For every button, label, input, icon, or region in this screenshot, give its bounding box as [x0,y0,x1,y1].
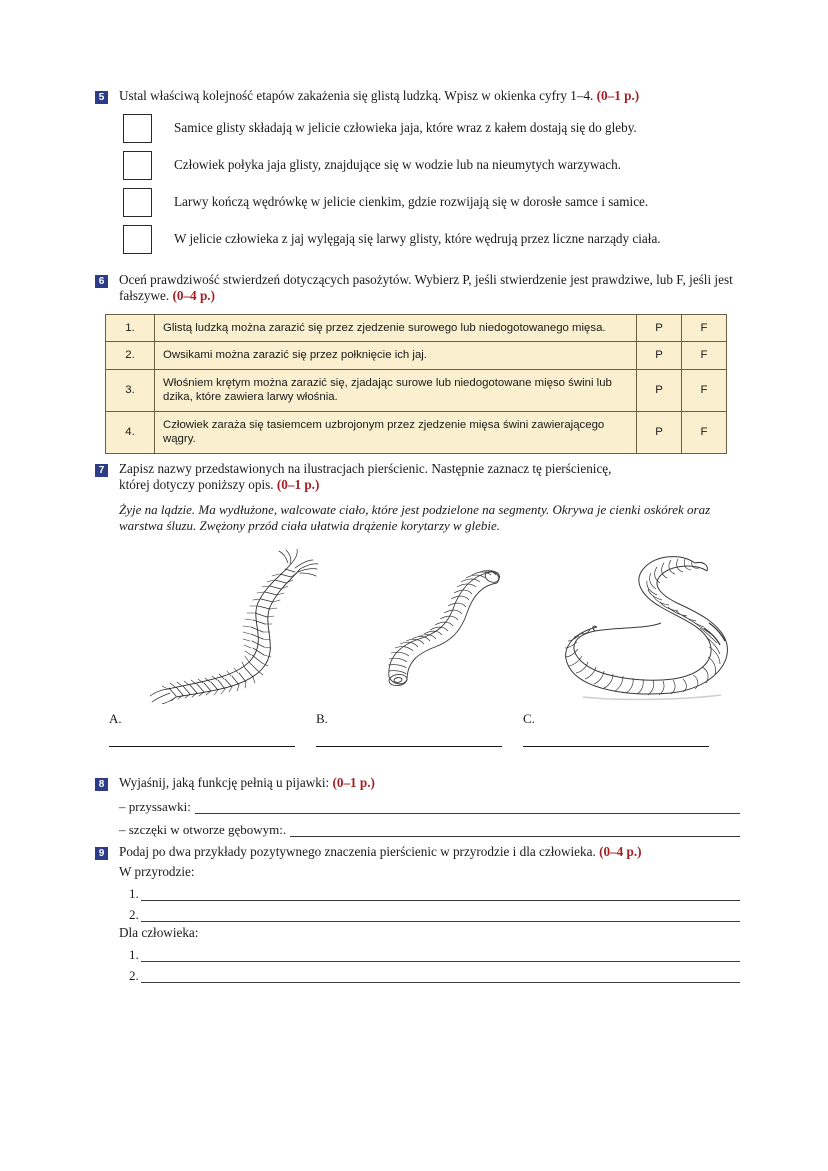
row-index: 3. [106,369,155,411]
order-input-box-4[interactable] [123,225,152,254]
question-7 [95,461,740,755]
figure-answer-c [523,711,709,747]
figure-label-row [95,711,740,755]
annelid-illustrations [95,549,740,709]
question-6-number: 6 [95,275,108,288]
question-8 [95,775,740,838]
figure-answer-a [109,711,295,747]
question-5-number: 5 [95,91,108,104]
row-false-option[interactable]: F [682,369,727,411]
question-5-ordering-list [119,110,740,258]
figure-answer-line-b[interactable] [316,731,502,747]
order-item-label-3: Larwy kończą wędrówkę w jelicie cienkim, gdzie rozwijają się w dorosłe samce i samice. [174,194,649,209]
row-true-option[interactable]: P [637,314,682,342]
answer-line-suckers[interactable] [195,800,740,814]
row-true-option[interactable]: P [637,369,682,411]
list-item [119,184,740,221]
figure-letter-b: B. [316,710,328,726]
figure-answer-line-c[interactable] [523,731,709,747]
question-7-prompt [119,461,740,494]
question-8-prompt [119,775,740,792]
row-statement: Człowiek zaraża się tasiemcem uzbrojonym przez zjedzenie mięsa świni zawierającego wągry. [155,411,637,453]
question-5-points: (0–1 p.) [596,88,640,103]
row-index: 2. [106,342,155,370]
question-9-section-nature-label: W przyrodzie: [119,863,195,879]
answer-line-nature-1[interactable] [141,887,740,901]
order-input-box-3[interactable] [123,188,152,217]
answer-label-suckers: – przyssawki: [119,799,191,814]
row-index: 1. [106,314,155,342]
answer-line-jaws[interactable] [290,823,740,837]
order-item-label-4: W jelicie człowieka z jaj wylęgają się larwy glisty, które wędrują przez liczne narządy ciała. [174,231,661,246]
table-row [106,411,727,453]
row-statement: Glistą ludzką można zarazić się przez zjedzenie surowego lub niedogotowanego mięsa. [155,314,637,342]
row-index: 4. [106,411,155,453]
question-8-number: 8 [95,778,108,791]
leech-illustration [373,549,513,704]
list-item [119,110,740,147]
row-true-option[interactable]: P [637,342,682,370]
question-6 [95,272,740,454]
question-9-prompt [119,844,740,861]
question-7-points: (0–1 p.) [276,477,320,492]
worksheet-content [95,88,740,983]
true-false-table [105,314,727,454]
figure-letter-a: A. [109,710,122,726]
question-9-points: (0–4 p.) [599,844,642,859]
list-item [119,221,740,258]
answer-row-suckers [119,799,740,814]
table-row [106,314,727,342]
table-row [106,342,727,370]
row-statement: Włośniem krętym można zarazić się, zjadając surowe lub niedogotowane mięso świni lub dzika, które zawiera larwy włośnia. [155,369,637,411]
question-9-section-human-label: Dla człowieka: [119,924,199,940]
question-5 [95,88,740,258]
question-9-number: 9 [95,847,108,860]
answer-line-human-1[interactable] [141,948,740,962]
question-7-prompt-line2: której dotyczy poniższy opis. [119,477,277,492]
order-input-box-1[interactable] [123,114,152,143]
answer-row-human-2 [129,968,740,983]
figure-letter-c: C. [523,710,535,726]
question-5-prompt [119,88,740,105]
question-6-points: (0–4 p.) [172,288,215,303]
row-statement: Owsikami można zarazić się przez połknięcie ich jaj. [155,342,637,370]
question-8-prompt-text: Wyjaśnij, jaką funkcję pełnią u pijawki: [119,774,333,790]
order-item-label-1: Samice glisty składają w jelicie człowieka jaja, które wraz z kałem dostają się do gleby. [174,120,637,135]
polychaete-worm-illustration [150,549,340,709]
row-false-option[interactable]: F [682,314,727,342]
earthworm-illustration [561,549,736,706]
question-8-points: (0–1 p.) [332,774,375,790]
answer-row-jaws [119,822,740,837]
row-true-option[interactable]: P [637,411,682,453]
order-input-box-2[interactable] [123,151,152,180]
question-5-prompt-text: Ustal właściwą kolejność etapów zakażenia się glistą ludzką. Wpisz w okienka cyfry 1–4. [119,88,597,103]
question-7-description: Żyje na lądzie. Ma wydłużone, walcowate ciało, które jest podzielone na segmenty. Okrywa je cienki oskórek oraz warstwa śluzu. Zwężony przód ciała ułatwia drążenie korytarzy w glebie. [119,501,711,533]
table-row [106,369,727,411]
figure-answer-b [316,711,502,747]
question-7-number: 7 [95,464,108,477]
row-false-option[interactable]: F [682,342,727,370]
row-false-option[interactable]: F [682,411,727,453]
list-item [119,147,740,184]
question-7-prompt-line1: Zapisz nazwy przedstawionych na ilustracjach pierścienic. Następnie zaznacz tę pierścienicę, [119,460,612,476]
answer-number-human-2: 2. [129,967,139,983]
question-9 [95,844,740,983]
answer-row-human-1 [129,947,740,962]
answer-row-nature-1 [129,886,740,901]
answer-number-nature-1: 1. [129,885,139,901]
question-6-prompt-text: Oceń prawdziwość stwierdzeń dotyczących pasożytów. Wybierz P, jeśli stwierdzenie jest prawdziwe, lub F, jeśli jest fałszywe. [119,271,733,303]
answer-line-human-2[interactable] [141,969,740,983]
answer-number-human-1: 1. [129,946,139,962]
answer-line-nature-2[interactable] [141,908,740,922]
answer-row-nature-2 [129,907,740,922]
order-item-label-2: Człowiek połyka jaja glisty, znajdujące się w wodzie lub na nieumytych warzywach. [174,157,622,172]
answer-label-jaws: – szczęki w otworze gębowym:. [119,822,287,837]
answer-number-nature-2: 2. [129,906,139,922]
figure-answer-line-a[interactable] [109,731,295,747]
question-9-prompt-text: Podaj po dwa przykłady pozytywnego znaczenia pierścienic w przyrodzie i dla człowieka. [119,844,600,859]
question-6-prompt [119,272,740,305]
